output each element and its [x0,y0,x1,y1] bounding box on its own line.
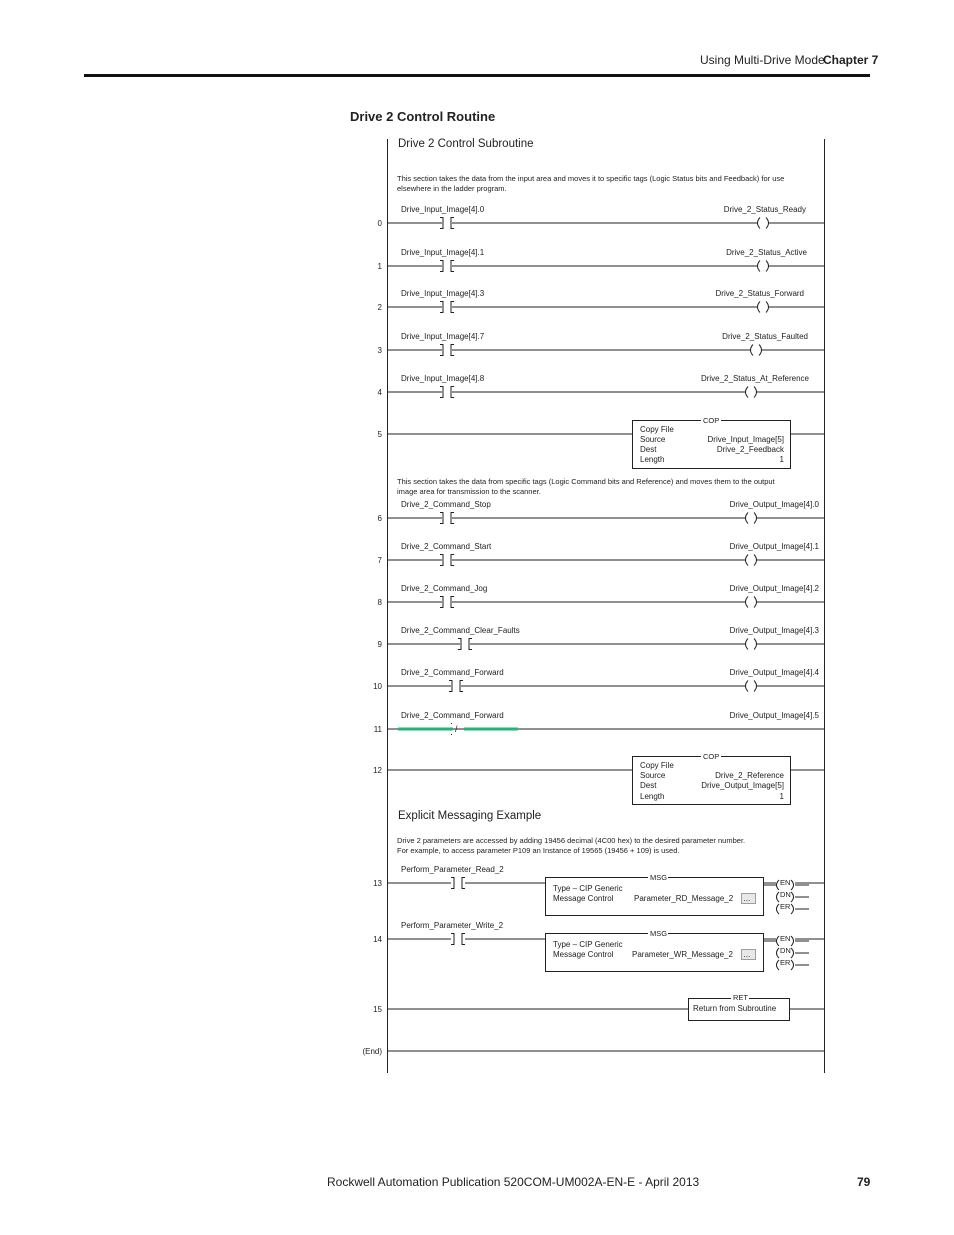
contact-label: Drive_2_Command_Clear_Faults [401,626,520,635]
rung-number: 12 [373,766,382,775]
msg-bit-left-arc [777,892,780,902]
msg-bit-left-arc [777,948,780,958]
rung-number: 14 [373,935,382,944]
msg-bit-right-arc [791,904,794,914]
cop-instruction-feedback[interactable] [633,415,791,469]
msg-bit-left-arc [777,904,780,914]
running-header-chapter: Chapter 7 [823,53,879,67]
rung-number: 10 [373,682,382,691]
msg-instruction-write[interactable] [546,928,792,972]
rung-number: 9 [377,640,382,649]
coil-left-arc [746,513,749,524]
cop-source-label: Source [640,435,666,444]
rung-number: 11 [373,725,382,734]
coil-left-arc [758,302,761,313]
coil-right-arc [754,681,757,692]
msg-bit-right-arc [791,892,794,902]
coil-label: Drive_Output_Image[4].0 [729,500,819,509]
msg-dn-bit: DN [780,890,791,899]
running-header-section: Using Multi-Drive Mode [700,53,825,67]
contact-left-bracket [451,878,454,889]
msg-bit-left-arc [777,936,780,946]
contact-label: Perform_Parameter_Read_2 [401,865,504,874]
ladder-title: Drive 2 Control Subroutine [398,138,534,150]
rung-number: 3 [377,346,382,355]
contact-label: Drive_Input_Image[4].8 [401,374,485,383]
comment-output-line1: This section takes the data from specific tags (Logic Command bits and Reference) and moves them to the output [397,477,775,486]
msg-instruction-read[interactable] [546,872,792,916]
coil-right-arc [766,261,769,272]
msg-config-button-label: ... [743,894,751,903]
coil-left-arc [746,555,749,566]
coil-left-arc [746,387,749,398]
messaging-heading: Explicit Messaging Example [398,810,542,822]
cop-dest-value: Drive_Output_Image[5] [701,781,784,790]
comment-output-line2: image area for transmission to the scanner. [397,487,541,496]
contact-label: Drive_2_Command_Stop [401,500,491,509]
cop-instruction-reference[interactable] [633,751,791,805]
coil-left-arc [746,639,749,650]
cop-dest-label: Dest [640,781,657,790]
msg-en-bit: EN [780,934,791,943]
ret-instruction[interactable] [689,993,790,1021]
contact-label: Drive_2_Command_Start [401,542,492,551]
coil-label: Drive_2_Status_At_Reference [700,374,809,383]
rung-number: 1 [377,262,382,271]
contact-left-bracket [451,934,454,945]
msg-control-tag: Parameter_RD_Message_2 [634,894,734,903]
cop-source-value: Drive_Input_Image[5] [707,435,784,444]
comment-input-line2: elsewhere in the ladder program. [397,184,507,193]
cop-title: Copy File [640,425,674,434]
coil-label: Drive_Output_Image[4].2 [729,584,819,593]
msg-bit-right-arc [791,960,794,970]
contact-label: Drive_Input_Image[4].7 [401,332,485,341]
msg-tag: MSG [650,873,668,882]
cop-source-value: Drive_2_Reference [715,771,784,780]
cop-length-label: Length [640,455,665,464]
comment-msg-line1: Drive 2 parameters are accessed by adding 19456 decimal (4C00 hex) to the desired parameter number. [397,836,746,845]
contact-label: Drive_2_Command_Forward [401,668,504,677]
msg-er-bit: ER [780,958,791,967]
coil-right-arc [754,597,757,608]
cop-dest-label: Dest [640,445,657,454]
coil-left-arc [746,597,749,608]
contact-label: Drive_Input_Image[4].1 [401,248,485,257]
coil-right-arc [754,639,757,650]
rung-number: 7 [377,556,382,565]
coil-label: Drive_2_Status_Ready [723,205,806,214]
section-title: Drive 2 Control Routine [350,109,496,124]
coil-right-arc [766,302,769,313]
msg-bit-right-arc [791,880,794,890]
coil-label: Drive_Output_Image[4].1 [729,542,819,551]
cop-length-value: 1 [779,455,784,464]
coil-right-arc [759,345,762,356]
ret-tag: RET [733,993,748,1002]
coil-left-arc [751,345,754,356]
msg-tag: MSG [650,929,668,938]
rung-number: 5 [377,430,382,439]
rung-number: 15 [373,1005,382,1014]
ret-label: Return from Subroutine [693,1004,777,1013]
rung-number: 8 [377,598,382,607]
rung-number-end: (End) [362,1047,382,1056]
msg-bit-right-arc [791,948,794,958]
contact-label: Perform_Parameter_Write_2 [401,921,504,930]
coil-left-arc [758,261,761,272]
negated-contact-slash: / [455,724,458,734]
cop-dest-value: Drive_2_Feedback [716,445,784,454]
cop-tag: COP [703,752,720,761]
coil-label: Drive_2_Status_Active [726,248,807,257]
rung-number: 6 [377,514,382,523]
comment-msg-line2: For example, to access parameter P109 an Instance of 19565 (19456 + 109) is used. [397,846,680,855]
msg-config-button-label: ... [743,950,751,959]
msg-type: Type – CIP Generic [553,940,623,949]
msg-dn-bit: DN [780,946,791,955]
coil-right-arc [754,387,757,398]
msg-control-label: Message Control [553,894,614,903]
coil-label: Drive_2_Status_Faulted [722,332,808,341]
rung-number: 0 [377,219,382,228]
coil-label: Drive_Output_Image[4].4 [729,668,819,677]
contact-label: Drive_Input_Image[4].3 [401,289,485,298]
msg-bit-right-arc [791,936,794,946]
coil-left-arc [746,681,749,692]
rung-number: 2 [377,303,382,312]
msg-bit-left-arc [777,960,780,970]
contact-label: Drive_2_Command_Forward [401,711,504,720]
msg-control-tag: Parameter_WR_Message_2 [632,950,733,959]
coil-label: Drive_2_Status_Forward [715,289,804,298]
coil-right-arc [766,218,769,229]
rung-number: 4 [377,388,382,397]
coil-label: Drive_Output_Image[4].3 [729,626,819,635]
cop-tag: COP [703,416,720,425]
coil-right-arc [754,555,757,566]
page-number: 79 [857,1175,871,1189]
footer-publication: Rockwell Automation Publication 520COM-UM002A-EN-E - April 2013 [327,1175,700,1189]
cop-title: Copy File [640,761,674,770]
cop-length-label: Length [640,792,665,801]
contact-label: Drive_Input_Image[4].0 [401,205,485,214]
contact-label: Drive_2_Command_Jog [401,584,488,593]
cop-length-value: 1 [779,792,784,801]
msg-er-bit: ER [780,902,791,911]
coil-left-arc [758,218,761,229]
msg-control-label: Message Control [553,950,614,959]
msg-type: Type – CIP Generic [553,884,623,893]
cop-source-label: Source [640,771,666,780]
coil-label: Drive_Output_Image[4].5 [729,711,819,720]
comment-input-line1: This section takes the data from the input area and moves it to specific tags (Logic Status bits and Feedback) for use [397,174,785,183]
rung-number: 13 [373,879,382,888]
contact-right-bracket [462,934,465,945]
coil-right-arc [754,513,757,524]
msg-bit-left-arc [777,880,780,890]
contact-right-bracket [462,878,465,889]
msg-en-bit: EN [780,878,791,887]
